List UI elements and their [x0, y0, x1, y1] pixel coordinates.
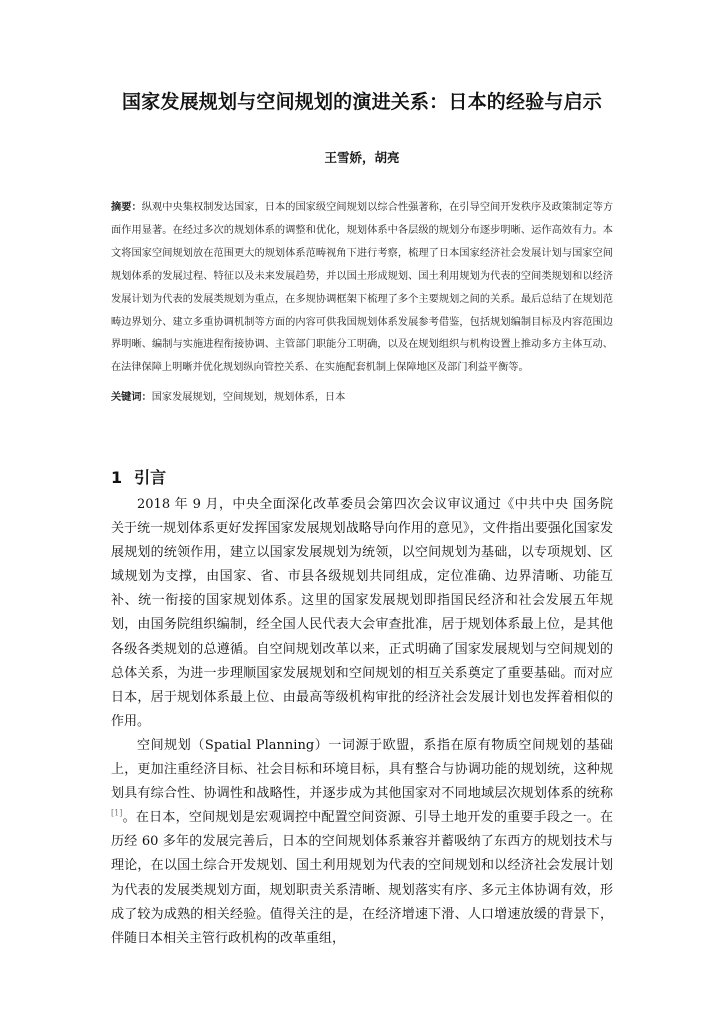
abstract-text: 纵观中央集权制发达国家，日本的国家级空间规划以综合性强著称，在引导空间开发秩序及政策制定等方面作用显著。在经过多次的规划体系的调整和优化，规划体系中各层级的规划分布逐步明晰、运作高效有力。本文将国家空间规划放在范围更大的规划体系范畴视角下进行考察，梳理了日本国家经济社会发展计划与国家空间规划体系的发展过程、特征以及未来发展趋势，并以国土形成规划、国土利用规划为代表的空间类规划和以经济发展计划为代表的发展类规划为重点，在多规协调框架下梳理了多个主要规划之间的关系。最后总结了在规划范畴边界划分、建立多重协调机制等方面的内容可供我国规划体系发展参考借鉴，包括规划编制目标及内容范围边界明晰、编制与实施进程衔接协调、主管部门职能分工明确，以及在规划组织与机构设置上推动多方主体互动、在法律保障上明晰并优化规划纵向管控关系、在实施配套机制上保障地区及部门利益平衡等。 — [111, 202, 614, 374]
keywords-text: 国家发展规划，空间规划，规划体系，日本 — [151, 392, 346, 403]
section-number: 1 — [111, 468, 123, 487]
section-heading — [111, 466, 166, 490]
paragraph-text: 。在日本，空间规划是宏观调控中配置空间资源、引导土地开发的重要手段之一。在历经 60 多年的发展完善后，日本的空间规划体系兼容并蓄吸纳了东西方的规划技术与理论，在以国土综合开发规划、国土利用规划为代表的空间规划和以经济社会发展计划为代表的发展类规划方面，规划职责关系清晰、规划落实有序、多元主体协调有效，形成了较为成熟的相关经验。值得关注的是，在经济增速下滑、人口增速放缓的背景下，伴随日本相关主管行政机构的改革重组， — [111, 810, 613, 946]
abstract — [111, 197, 613, 380]
paper-title: 国家发展规划与空间规划的演进关系：日本的经验与启示 — [121, 91, 602, 113]
section-title: 引言 — [134, 468, 167, 487]
keywords-label: 关键词： — [111, 392, 152, 403]
keywords — [111, 388, 613, 408]
paragraph-text: 空间规划（Spatial Planning）一词源于欧盟，系指在原有物质空间规划的基础上，更加注重经济目标、社会目标和环境目标，具有整合与协调功能的规划统，这种规划具有综合性、协调性和战略性，并逐步成为其他国家对不同地域层次规划体系的统称 — [111, 737, 613, 802]
body-text — [111, 493, 613, 951]
paragraph — [111, 734, 613, 951]
author-list: 王雪娇，胡亮 — [324, 150, 400, 165]
paragraph: 2018 年 9 月，中央全面深化改革委员会第四次会议审议通过《中共中央 国务院 关于统一规划体系更好发挥国家发展规划战略导向作用的意见》，文件指出要强化国家发展规划的统领作用，建立以国家发展规划为统领，以空间规划为基础，以专项规划、区域规划为支撑，由国家、省、市县各级规划共同组成，定位准确、边界清晰、功能互补、统一衔接的国家规划体系。这里的国家发展规划即指国民经济和社会发展五年规划，由国务院组织编制，经全国人民代表大会审查批准，居于规划体系最上位，是其他各级各类规划的总遵循。自空间规划改革以来，正式明确了国家发展规划与空间规划的总体关系，为进一步理顺国家发展规划和空间规划的相互关系奠定了重要基础。而对应日本，居于规划体系最上位、由最高等级机构审批的经济社会发展计划也发挥着相似的作用。 — [111, 497, 613, 729]
citation-reference[interactable]: [1] — [111, 808, 123, 818]
abstract-label: 摘要： — [111, 202, 142, 213]
